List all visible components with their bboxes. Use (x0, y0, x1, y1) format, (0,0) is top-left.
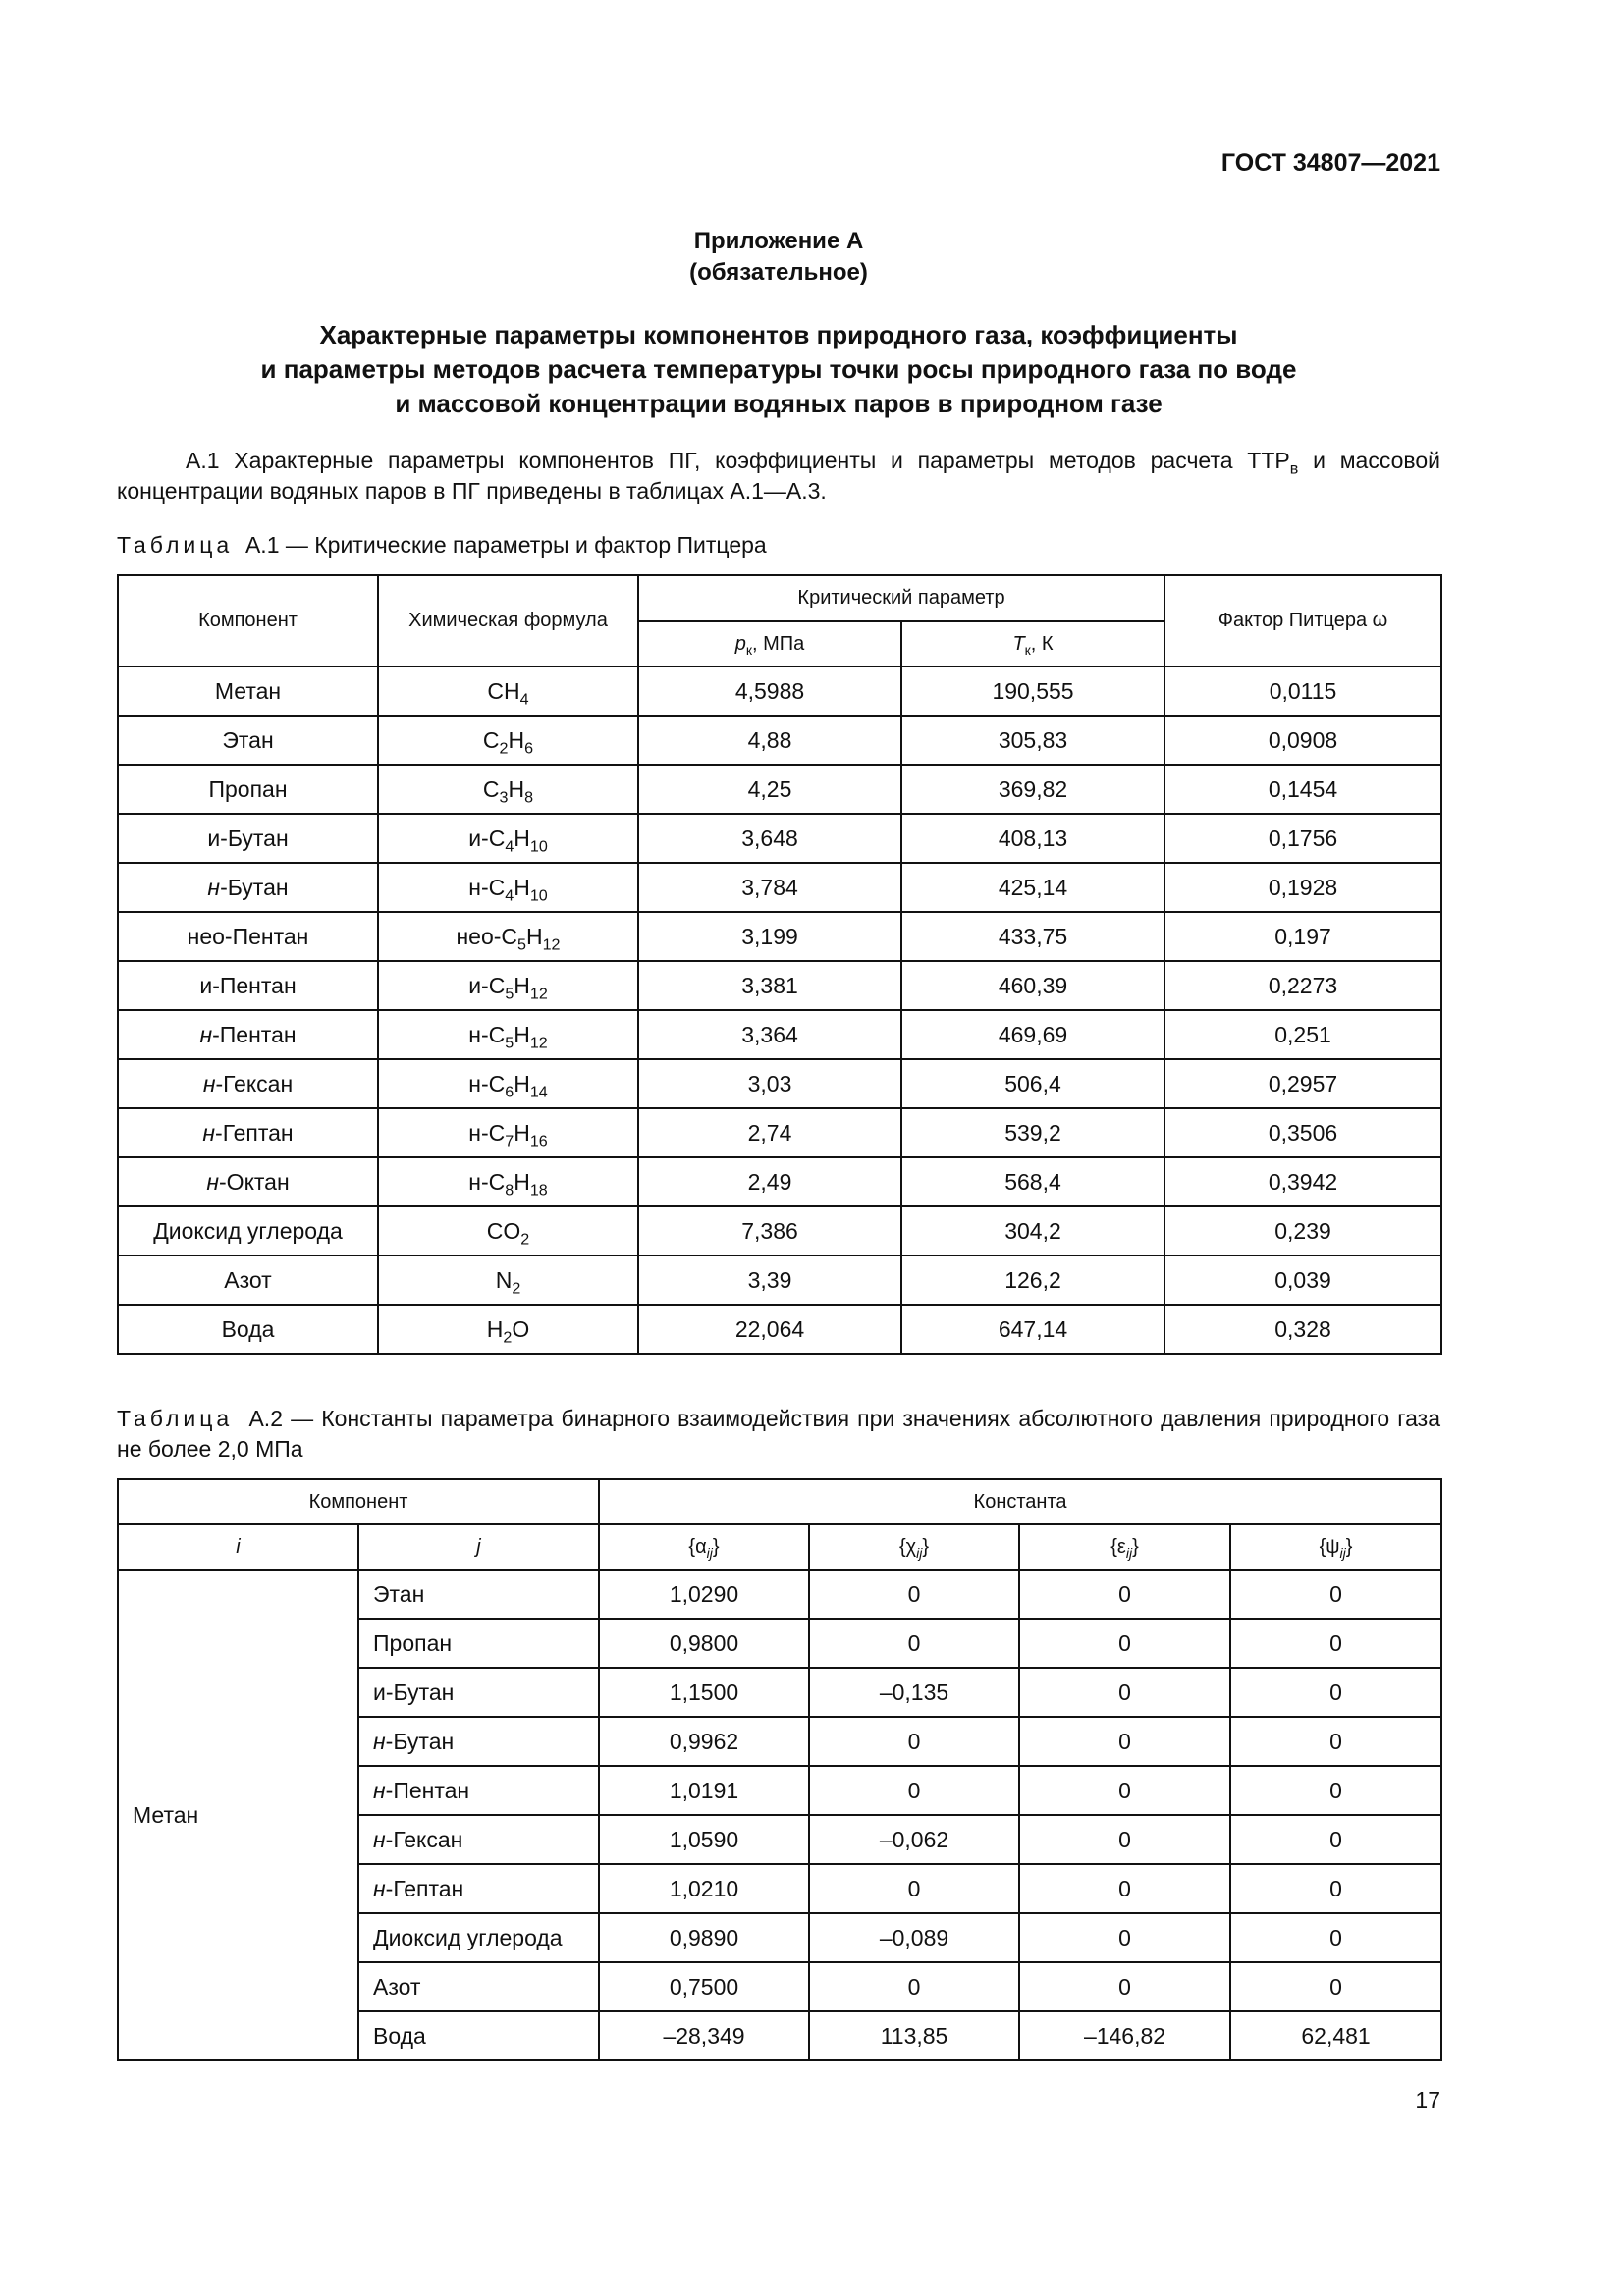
component-name: Метан (214, 677, 282, 704)
header-pk: $p_к$, МПа (638, 621, 901, 667)
cell-pitzer: 0,0908 (1164, 716, 1441, 765)
cell-pitzer: 0,1454 (1164, 765, 1441, 814)
formula-part: CH (487, 677, 520, 704)
cell-psi: 62,481 (1230, 2011, 1441, 2060)
cell-component (118, 1157, 378, 1206)
cell-alpha: 1,0590 (599, 1815, 809, 1864)
formula-subscript: 4 (505, 886, 514, 905)
table2-body (118, 1570, 1441, 2060)
header-i: i (118, 1524, 358, 1570)
cell-psi: 0 (1230, 1962, 1441, 2011)
binary-interaction-table (117, 1478, 1442, 2061)
cell-component (118, 1255, 378, 1305)
cell-tk: 506,4 (901, 1059, 1164, 1108)
formula-subscript: 2 (503, 1328, 513, 1347)
cell-alpha: 0,9962 (599, 1717, 809, 1766)
cell-formula (378, 765, 638, 814)
component-name: -Гексан (215, 1070, 294, 1096)
table-row (118, 961, 1441, 1010)
heading-line: Характерные параметры компонентов природного газа, коэффициенты (319, 320, 1238, 349)
formula-part: C (482, 726, 500, 753)
formula-part: H (514, 1021, 530, 1047)
cell-component (118, 716, 378, 765)
formula-part: H (486, 1315, 504, 1342)
cell-alpha: 1,0290 (599, 1570, 809, 1619)
header-epsilon: $\{\varepsilon_{ij}\}$ (1019, 1524, 1230, 1570)
cell-pk: 22,064 (638, 1305, 901, 1354)
cell-psi: 0 (1230, 1913, 1441, 1962)
cell-pitzer: 0,039 (1164, 1255, 1441, 1305)
table-row (118, 814, 1441, 863)
header-tk: $T_к$, К (901, 621, 1164, 667)
cell-component-j (358, 1570, 599, 1619)
cell-tk: 539,2 (901, 1108, 1164, 1157)
cell-component-j (358, 1962, 599, 2011)
component-name: Диоксид углерода (153, 1217, 343, 1244)
cell-formula (378, 1305, 638, 1354)
cell-chi: 113,85 (809, 2011, 1019, 2060)
formula-subscript: 12 (529, 985, 548, 1003)
name-prefix: н (207, 874, 221, 900)
cell-tk: 469,69 (901, 1010, 1164, 1059)
cell-component (118, 863, 378, 912)
component-name: -Гептан (215, 1119, 294, 1146)
cell-alpha: 0,7500 (599, 1962, 809, 2011)
cell-pitzer: 0,1756 (1164, 814, 1441, 863)
component-name: Этан (373, 1580, 425, 1607)
formula-part: CO (486, 1217, 521, 1244)
header-alpha: $\{\alpha_{ij}\}$ (599, 1524, 809, 1570)
component-name: -Пентан (212, 1021, 297, 1047)
cell-tk: 568,4 (901, 1157, 1164, 1206)
cell-pk: 4,25 (638, 765, 901, 814)
cell-formula (378, 912, 638, 961)
cell-component-j (358, 1913, 599, 1962)
table-row (118, 716, 1441, 765)
cell-chi: 0 (809, 1570, 1019, 1619)
formula-subscript: 6 (524, 739, 534, 758)
table-row (118, 1157, 1441, 1206)
formula-part: н-C (468, 1119, 506, 1146)
cell-tk: 647,14 (901, 1305, 1164, 1354)
formula-subscript: 3 (499, 788, 509, 807)
name-prefix: н (373, 1728, 386, 1754)
formula-subscript: 8 (524, 788, 534, 807)
cell-psi: 0 (1230, 1619, 1441, 1668)
cell-formula (378, 1206, 638, 1255)
intro-subscript: в (1289, 459, 1299, 478)
cell-tk: 126,2 (901, 1255, 1164, 1305)
formula-part: H (508, 775, 525, 802)
cell-tk: 408,13 (901, 814, 1164, 863)
cell-formula (378, 1059, 638, 1108)
formula-subscript: 18 (529, 1181, 548, 1200)
cell-pk: 3,381 (638, 961, 901, 1010)
formula-subscript: 5 (505, 985, 514, 1003)
cell-pitzer: 0,251 (1164, 1010, 1441, 1059)
cell-psi: 0 (1230, 1717, 1441, 1766)
cell-formula (378, 1108, 638, 1157)
table-row (118, 1059, 1441, 1108)
cell-epsilon: 0 (1019, 1913, 1230, 1962)
name-prefix: н (373, 1777, 386, 1803)
cell-chi: 0 (809, 1962, 1019, 2011)
table1-body (118, 667, 1441, 1354)
header-constant: Константа (599, 1479, 1441, 1524)
cell-epsilon: 0 (1019, 1619, 1230, 1668)
name-prefix: н (206, 1168, 220, 1195)
table1-caption (117, 530, 1440, 561)
table-row (118, 863, 1441, 912)
cell-pk: 3,364 (638, 1010, 901, 1059)
cell-chi: 0 (809, 1864, 1019, 1913)
component-name: -Гептан (385, 1875, 464, 1901)
table2-caption (117, 1404, 1440, 1465)
cell-pitzer: 0,0115 (1164, 667, 1441, 716)
formula-subscript: 2 (499, 739, 509, 758)
component-name: -Бутан (385, 1728, 455, 1754)
table-row (118, 912, 1441, 961)
formula-part: H (514, 874, 530, 900)
cell-chi: –0,135 (809, 1668, 1019, 1717)
formula-part: и-C (468, 972, 506, 998)
component-name: нео-Пентан (187, 923, 309, 949)
cell-formula (378, 863, 638, 912)
cell-pk: 2,49 (638, 1157, 901, 1206)
intro-text-end: и массовой концентрации водяных паров в ПГ приведены в таблицах А.1—А.3. (117, 448, 1440, 504)
header-pitzer: Фактор Питцера ω (1164, 575, 1441, 667)
cell-pk: 3,39 (638, 1255, 901, 1305)
annex-title: Приложение А (693, 228, 864, 254)
formula-subscript: 5 (517, 935, 526, 954)
table-row (118, 1255, 1441, 1305)
cell-pk: 3,03 (638, 1059, 901, 1108)
name-prefix: н (373, 1875, 386, 1901)
cell-tk: 190,555 (901, 667, 1164, 716)
formula-subscript: 10 (529, 837, 548, 856)
cell-psi: 0 (1230, 1815, 1441, 1864)
heading-line: и массовой концентрации водяных паров в природном газе (395, 389, 1163, 418)
cell-chi: –0,062 (809, 1815, 1019, 1864)
cell-pitzer: 0,2957 (1164, 1059, 1441, 1108)
cell-psi: 0 (1230, 1570, 1441, 1619)
cell-tk: 460,39 (901, 961, 1164, 1010)
page-number: 17 (1415, 2087, 1440, 2112)
heading-line: и параметры методов расчета температуры точки росы природного газа по воде (260, 354, 1297, 384)
component-name: и-Бутан (207, 825, 289, 851)
formula-subscript: 5 (505, 1034, 514, 1052)
formula-part: н-C (468, 874, 506, 900)
cell-tk: 304,2 (901, 1206, 1164, 1255)
formula-part: H (514, 825, 530, 851)
formula-part: н-C (468, 1168, 506, 1195)
table-row (118, 1305, 1441, 1354)
component-name: и-Бутан (373, 1679, 455, 1705)
cell-pk: 4,5988 (638, 667, 901, 716)
header-critical: Критический параметр (638, 575, 1164, 621)
cell-tk: 425,14 (901, 863, 1164, 912)
formula-part: н-C (468, 1021, 506, 1047)
formula-part: нео-C (456, 923, 518, 949)
cell-chi: 0 (809, 1619, 1019, 1668)
component-name: Пропан (373, 1629, 453, 1656)
cell-epsilon: 0 (1019, 1815, 1230, 1864)
cell-component (118, 667, 378, 716)
cell-chi: –0,089 (809, 1913, 1019, 1962)
cell-epsilon: 0 (1019, 1570, 1230, 1619)
formula-subscript: 2 (512, 1279, 521, 1298)
cell-pitzer: 0,2273 (1164, 961, 1441, 1010)
cell-pk: 4,88 (638, 716, 901, 765)
cell-pk: 2,74 (638, 1108, 901, 1157)
cell-chi: 0 (809, 1717, 1019, 1766)
cell-alpha: –28,349 (599, 2011, 809, 2060)
component-name: -Пентан (385, 1777, 470, 1803)
formula-part: H (514, 1168, 530, 1195)
header-component: Компонент (118, 575, 378, 667)
header-psi: $\{\psi_{ij}\}$ (1230, 1524, 1441, 1570)
cell-alpha: 1,0191 (599, 1766, 809, 1815)
cell-tk: 305,83 (901, 716, 1164, 765)
cell-pitzer: 0,239 (1164, 1206, 1441, 1255)
cell-chi: 0 (809, 1766, 1019, 1815)
formula-subscript: 16 (529, 1132, 548, 1150)
formula-part: H (514, 972, 530, 998)
table-row (118, 1108, 1441, 1157)
cell-pk: 3,648 (638, 814, 901, 863)
component-name: -Гексан (385, 1826, 463, 1852)
header-component: Компонент (118, 1479, 599, 1524)
cell-component-j (358, 1815, 599, 1864)
cell-formula (378, 716, 638, 765)
header-formula: Химическая формула (378, 575, 638, 667)
component-name: Вода (373, 2022, 426, 2049)
cell-psi: 0 (1230, 1668, 1441, 1717)
cell-pk: 3,784 (638, 863, 901, 912)
cell-formula (378, 1157, 638, 1206)
formula-part: H (508, 726, 525, 753)
component-name: Пропан (208, 775, 288, 802)
formula-part: C (482, 775, 500, 802)
cell-epsilon: 0 (1019, 1717, 1230, 1766)
component-name: Вода (221, 1315, 275, 1342)
cell-component-i: Метан (118, 1570, 358, 2060)
formula-part: H (514, 1119, 530, 1146)
cell-psi: 0 (1230, 1864, 1441, 1913)
cell-alpha: 0,9890 (599, 1913, 809, 1962)
formula-part: H (514, 1070, 530, 1096)
cell-formula (378, 814, 638, 863)
name-prefix: н (202, 1070, 216, 1096)
name-prefix: н (202, 1119, 216, 1146)
cell-component (118, 1206, 378, 1255)
cell-component (118, 765, 378, 814)
cell-formula (378, 667, 638, 716)
cell-pk: 7,386 (638, 1206, 901, 1255)
cell-component-j (358, 1619, 599, 1668)
caption-text: А.2 — Константы параметра бинарного взаимодействия при значениях абсолютного давления природного газа не более 2,0 МПа (117, 1406, 1440, 1462)
cell-pitzer: 0,197 (1164, 912, 1441, 961)
annex-title-block (117, 226, 1440, 289)
formula-subscript: 4 (519, 690, 529, 709)
formula-part: и-C (468, 825, 506, 851)
annex-heading (117, 318, 1440, 421)
cell-component-j (358, 1864, 599, 1913)
cell-pk: 3,199 (638, 912, 901, 961)
formula-subscript: 4 (505, 837, 514, 856)
table-row (118, 1010, 1441, 1059)
cell-epsilon: –146,82 (1019, 2011, 1230, 2060)
annex-status: (обязательное) (689, 259, 868, 286)
cell-alpha: 1,0210 (599, 1864, 809, 1913)
cell-epsilon: 0 (1019, 1668, 1230, 1717)
formula-subscript: 7 (505, 1132, 514, 1150)
formula-part: н-C (468, 1070, 506, 1096)
component-name: -Октан (219, 1168, 290, 1195)
formula-subscript: 12 (542, 935, 561, 954)
cell-component (118, 814, 378, 863)
cell-tk: 369,82 (901, 765, 1164, 814)
component-name: -Бутан (220, 874, 289, 900)
cell-formula (378, 961, 638, 1010)
cell-pitzer: 0,328 (1164, 1305, 1441, 1354)
cell-alpha: 0,9800 (599, 1619, 809, 1668)
formula-part: H (525, 923, 543, 949)
table-row (118, 765, 1441, 814)
caption-word: Таблица (117, 532, 234, 558)
cell-component (118, 961, 378, 1010)
caption-text: А.1 — Критические параметры и фактор Питцера (244, 532, 767, 558)
cell-pitzer: 0,1928 (1164, 863, 1441, 912)
cell-epsilon: 0 (1019, 1864, 1230, 1913)
cell-component-j (358, 2011, 599, 2060)
name-prefix: н (199, 1021, 213, 1047)
intro-paragraph (117, 446, 1440, 507)
component-name: Этан (222, 726, 274, 753)
cell-component (118, 1108, 378, 1157)
standard-number: ГОСТ 34807—2021 (1220, 149, 1440, 177)
cell-pitzer: 0,3942 (1164, 1157, 1441, 1206)
formula-subscript: 10 (529, 886, 548, 905)
cell-formula (378, 1255, 638, 1305)
component-name: Азот (373, 1973, 421, 2000)
formula-subscript: 8 (505, 1181, 514, 1200)
formula-subscript: 12 (529, 1034, 548, 1052)
cell-component-j (358, 1766, 599, 1815)
cell-pitzer: 0,3506 (1164, 1108, 1441, 1157)
cell-component (118, 1059, 378, 1108)
cell-component (118, 1305, 378, 1354)
table-row (118, 1570, 1441, 1619)
component-name: Диоксид углерода (373, 1924, 563, 1950)
caption-word: Таблица (117, 1406, 234, 1431)
cell-formula (378, 1010, 638, 1059)
component-name: Азот (224, 1266, 272, 1293)
formula-part: N (495, 1266, 513, 1293)
critical-parameters-table (117, 574, 1442, 1355)
formula-subscript: 2 (520, 1230, 530, 1249)
table-row (118, 1206, 1441, 1255)
table-row (118, 667, 1441, 716)
cell-alpha: 1,1500 (599, 1668, 809, 1717)
formula-part: O (512, 1315, 530, 1342)
cell-component (118, 1010, 378, 1059)
cell-component-j (358, 1668, 599, 1717)
intro-text: А.1 Характерные параметры компонентов ПГ, коэффициенты и параметры методов расчета ТТР (186, 448, 1290, 473)
name-prefix: н (373, 1826, 386, 1852)
cell-psi: 0 (1230, 1766, 1441, 1815)
formula-subscript: 6 (505, 1083, 514, 1101)
cell-tk: 433,75 (901, 912, 1164, 961)
cell-epsilon: 0 (1019, 1766, 1230, 1815)
cell-component-j (358, 1717, 599, 1766)
formula-subscript: 14 (529, 1083, 548, 1101)
cell-epsilon: 0 (1019, 1962, 1230, 2011)
component-name: и-Пентан (199, 972, 297, 998)
cell-component (118, 912, 378, 961)
header-j: j (358, 1524, 599, 1570)
header-chi: $\{\chi_{ij}\}$ (809, 1524, 1019, 1570)
